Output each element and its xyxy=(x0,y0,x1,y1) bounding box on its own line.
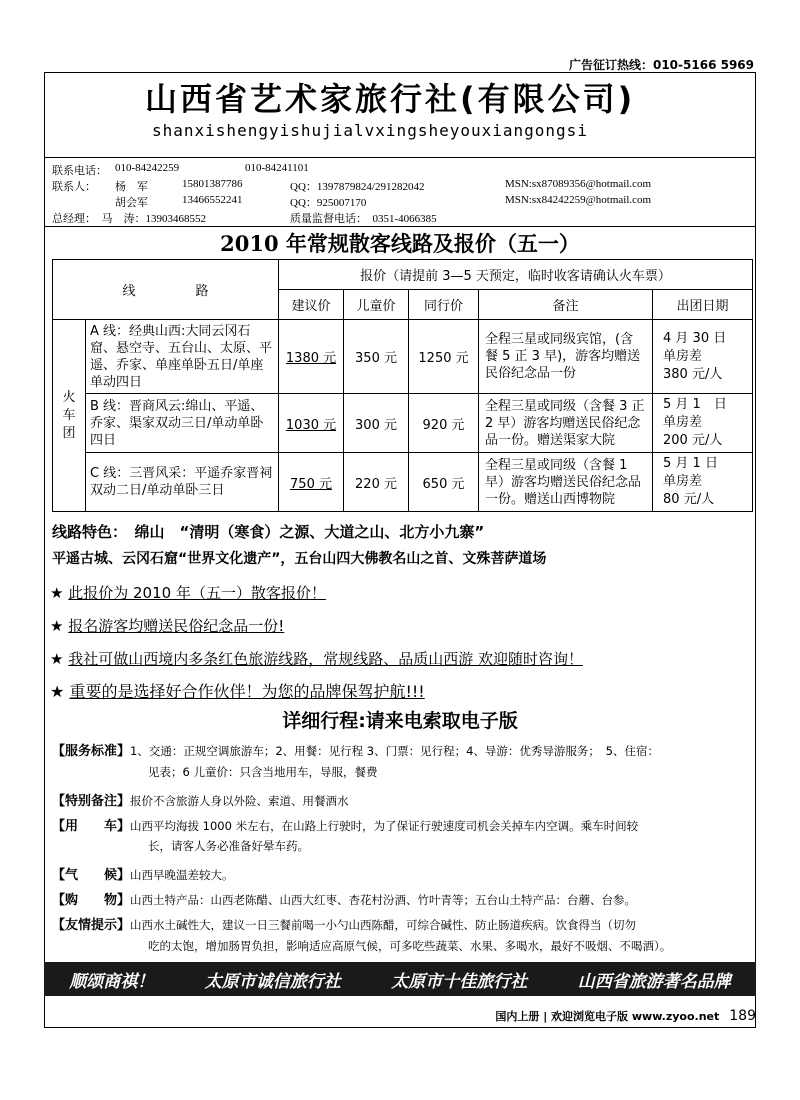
footer-text: 国内上册 | 欢迎浏览电子版 www.zyoo.net xyxy=(495,1010,720,1023)
route-note: 全程三星或同级（含餐 1 早）游客均赠送民俗纪念品一份。赠送山西博物院 xyxy=(479,453,653,512)
banner-item: 太原市诚信旅行社 xyxy=(204,971,341,992)
service-label: 【购 物】 xyxy=(52,893,131,908)
route-a: A 线：经典山西:大同云冈石窟、悬空寺、五台山、太原、平遥、乔家、单座单卧五日/单座单动四日 xyxy=(86,320,279,394)
page-number: 189 xyxy=(729,1008,756,1024)
price-table xyxy=(52,259,753,512)
route-b: B 线：晋商风云:绵山、平遥、乔家、渠家双动三日/单动单卧四日 xyxy=(86,394,279,453)
contact-phone-1: 010-84242259 xyxy=(115,162,180,174)
star-icon: ★ xyxy=(50,682,65,701)
service-label: 【用 车】 xyxy=(52,819,131,834)
departure-date: 5 月 1 日 单房差 80 元/人 xyxy=(653,453,753,512)
special-notes xyxy=(52,790,349,809)
bullet-2 xyxy=(50,615,284,636)
star-icon: ★ xyxy=(50,650,64,668)
price-suggest: 1380 元 xyxy=(285,351,337,366)
service-text: 山西土特产品：山西老陈醋、山西大红枣、杏花村汾酒、竹叶青等；五台山土特产品：台蘑、台参。 xyxy=(130,893,637,907)
route-features-2: 平遥古城、云冈石窟“世界文化遗产”，五台山四大佛教名山之首、文殊菩萨道场 xyxy=(52,551,547,567)
contact-2-name: 胡会军 xyxy=(115,197,148,209)
departure-date: 5 月 1 日 单房差 200 元/人 xyxy=(653,394,753,453)
col-suggest: 建议价 xyxy=(279,290,344,320)
star-icon: ★ xyxy=(50,617,64,635)
service-standard-cont: 见表；6 儿童价：只含当地用车，导服，餐费 xyxy=(148,765,378,779)
bullet-3 xyxy=(50,648,583,669)
bottom-banner xyxy=(44,962,756,996)
route-note: 全程三星或同级（含餐 3 正 2 早）游客均赠送民俗纪念品一份。赠送渠家大院 xyxy=(479,394,653,453)
col-child: 儿童价 xyxy=(344,290,409,320)
service-label: 【友情提示】 xyxy=(52,918,131,933)
climate-info xyxy=(52,864,234,883)
table-row xyxy=(53,453,753,512)
quality-supervision-phone: 质量监督电话： 0351-4066385 xyxy=(290,213,437,225)
contact-2-qq: QQ：925007170 xyxy=(290,197,367,209)
price-title: 2010 年常规散客线路及报价（五一） xyxy=(220,231,580,256)
price-child: 350 元 xyxy=(344,320,409,394)
page-footer xyxy=(495,1008,756,1024)
train-group-text: 火车团 xyxy=(62,389,76,441)
contact-2-phone: 13466552241 xyxy=(182,194,243,206)
agency-title: 山西省艺术家旅行社(有限公司) xyxy=(145,80,636,118)
agency-pinyin: shanxishengyishujialvxingsheyouxiangongsi xyxy=(152,121,588,140)
price-suggest: 750 元 xyxy=(290,476,332,492)
service-text: 报价不含旅游人身以外险、索道、用餐酒水 xyxy=(130,794,349,808)
price-header: 报价（请提前 3—5 天预定，临时收客请确认火车票） xyxy=(279,260,753,290)
bullet-4 xyxy=(50,679,425,702)
price-peer: 1250 元 xyxy=(409,320,479,394)
banner-item: 太原市十佳旅行社 xyxy=(391,971,528,992)
friendly-tips xyxy=(52,914,636,933)
vehicle-info xyxy=(52,815,638,834)
price-child: 220 元 xyxy=(344,453,409,512)
bullet-text: 此报价为 2010 年（五一）散客报价！ xyxy=(68,584,326,602)
star-icon: ★ xyxy=(50,584,64,602)
divider xyxy=(44,157,756,158)
price-child: 300 元 xyxy=(344,394,409,453)
route-header: 线路 xyxy=(53,260,279,320)
general-manager: 总经理： 马 涛：13903468552 xyxy=(52,213,206,225)
ad-hotline: 广告征订热线：010-5166 5969 xyxy=(568,58,754,72)
detail-heading: 详细行程:请来电索取电子版 xyxy=(282,710,518,732)
departure-date: 4 月 30 日 单房差 380 元/人 xyxy=(653,320,753,394)
bullet-text: 我社可做山西境内多条红色旅游线路，常规线路、品质山西游 欢迎随时咨询！ xyxy=(68,650,584,668)
bullet-text: 报名游客均赠送民俗纪念品一份! xyxy=(68,617,285,635)
contact-1-name: 杨 军 xyxy=(115,181,148,193)
friendly-tips-cont: 吃的太饱，增加肠胃负担，影响适应高原气候，可多吃些蔬菜、水果、多喝水，最好不吸烟、不喝酒）。 xyxy=(148,939,672,953)
route-c: C 线：三晋风采：平遥乔家晋祠双动二日/单动单卧三日 xyxy=(86,453,279,512)
service-text: 山西水土碱性大，建议一日三餐前喝一小勺山西陈醋，可综合碱性、防止肠道疾病。饮食得当（切勿 xyxy=(130,918,637,932)
price-suggest: 1030 元 xyxy=(285,417,337,433)
bullet-text: 重要的是选择好合作伙伴！为您的品牌保驾护航!!! xyxy=(69,682,425,701)
banner-item: 山西省旅游著名品牌 xyxy=(577,971,731,992)
shopping-info xyxy=(52,889,636,908)
route-features-1: 线路特色： 绵山 “清明（寒食）之源、大道之山、北方小九寨” xyxy=(52,523,485,541)
service-text: 山西平均海拔 1000 米左右，在山路上行驶时，为了保证行驶速度司机会关掉车内空调。乘车时间较 xyxy=(130,819,639,833)
contact-phone-label: 联系电话： xyxy=(52,165,107,177)
contact-1-qq: QQ：1397879824/291282042 xyxy=(290,181,425,193)
vehicle-info-cont: 长，请客人务必准备好晕车药。 xyxy=(148,839,309,853)
table-row xyxy=(53,394,753,453)
service-label: 【气 候】 xyxy=(52,868,131,883)
contact-1-msn: MSN:sx87089356@hotmail.com xyxy=(505,178,652,190)
bullet-1 xyxy=(50,582,326,603)
banner-item: 顺颂商祺！ xyxy=(69,971,155,992)
divider xyxy=(44,226,756,227)
price-peer: 650 元 xyxy=(409,453,479,512)
route-note: 全程三星或同级宾馆，(含餐 5 正 3 早)，游客均赠送民俗纪念品一份 xyxy=(479,320,653,394)
price-peer: 920 元 xyxy=(409,394,479,453)
col-note: 备注 xyxy=(479,290,653,320)
service-label: 【特别备注】 xyxy=(52,794,131,809)
train-group-label xyxy=(53,320,86,512)
table-row xyxy=(53,320,753,394)
service-text: 山西早晚温差较大。 xyxy=(130,868,234,882)
contact-2-msn: MSN:sx84242259@hotmail.com xyxy=(505,194,652,206)
contact-phone-2: 010-84241101 xyxy=(245,162,309,174)
contact-1-phone: 15801387786 xyxy=(182,178,243,190)
col-date: 出团日期 xyxy=(653,290,753,320)
contact-person-label: 联系人： xyxy=(52,181,96,193)
col-peer: 同行价 xyxy=(409,290,479,320)
service-label: 【服务标准】 xyxy=(52,744,131,759)
service-text: 1、交通：正规空调旅游车；2、用餐：见行程 3、门票：见行程；4、导游：优秀导游服务； 5、住宿： xyxy=(130,744,659,758)
service-standard xyxy=(52,740,659,759)
